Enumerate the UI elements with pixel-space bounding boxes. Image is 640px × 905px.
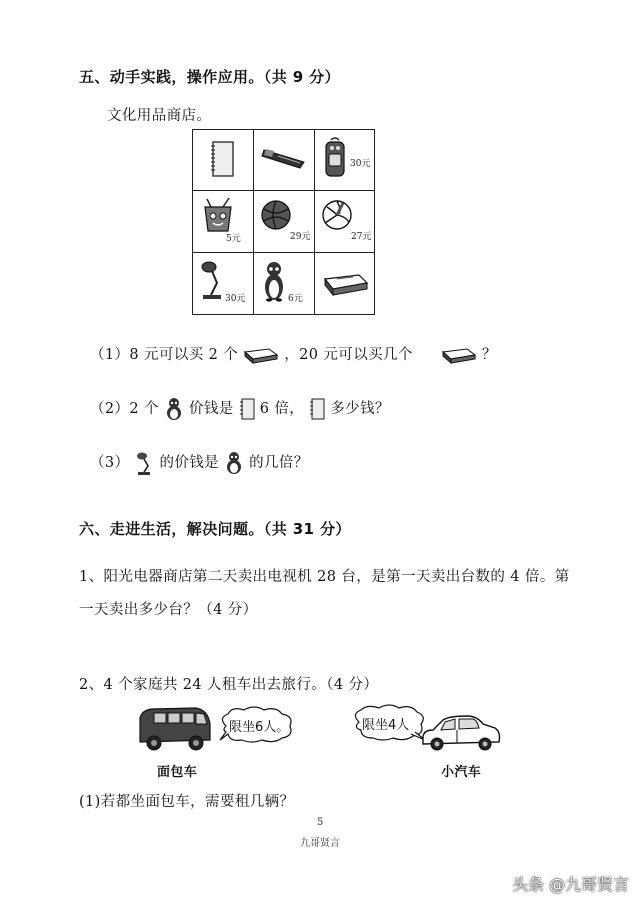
basketball-icon (260, 199, 292, 231)
question-1: （1）8 元可以买 2 个 ，20 元可以买几个 ？ (90, 347, 497, 363)
car-bubble-text: 限坐4人 (362, 718, 410, 733)
basketball-cell (254, 191, 315, 253)
lamp-cell (193, 253, 254, 315)
question-3: （3） 的价钱是 的几倍？ (90, 451, 309, 475)
car-label: 小汽车 (441, 765, 482, 780)
watermark: 头条 @九哥贤言 (512, 875, 630, 894)
problem-2-line: 2、4 个家庭共 24 人租车出去旅行。（4 分） (79, 677, 379, 693)
volleyball-price: 27元 (351, 232, 372, 242)
page-number: 5 (316, 817, 324, 828)
lamp-price: 30元 (225, 294, 246, 304)
car-icon (419, 712, 503, 754)
notebook-cell (193, 130, 254, 192)
pencil-case-cell (254, 130, 315, 192)
section5-heading: 五、动手实践，操作应用。（共 9 分） (79, 68, 340, 86)
notebook-icon (309, 398, 325, 420)
pen-holder-icon (201, 197, 235, 233)
problem-1-line-1: 1、阳光电器商店第二天卖出电视机 28 台，是第一天卖出台数的 4 倍。第 (79, 569, 570, 585)
store-grid (192, 129, 375, 315)
section5-subtitle: 文化用品商店。 (107, 108, 212, 124)
van-bubble-text: 限坐6人。 (229, 720, 290, 735)
question-2: （2）2 个 价钱是 6 倍， 多少钱？ (90, 397, 390, 421)
penguin-icon (262, 259, 286, 303)
penguin-icon (224, 451, 244, 475)
van-label: 面包车 (157, 765, 198, 780)
notebook-icon (209, 140, 237, 178)
basketball-price: 29元 (290, 232, 311, 242)
backpack-price: 30元 (350, 159, 371, 169)
section6-heading: 六、走进生活，解决问题。（共 31 分） (79, 520, 351, 538)
problem-2-question-1: (1)若都坐面包车，需要租几辆？ (79, 794, 295, 810)
notebook-icon (239, 398, 255, 420)
penguin-price: 6元 (288, 294, 303, 304)
volleyball-icon (321, 199, 353, 231)
penguin-cell (254, 253, 315, 315)
desk-lamp-icon (199, 259, 227, 303)
problem-1-line-2: 一天卖出多少台？（4 分） (79, 602, 258, 618)
footer-author: 九哥贤言 (300, 838, 340, 849)
eraser-cell (315, 253, 376, 315)
eraser-icon (321, 271, 369, 297)
pen-holder-price: 5元 (226, 234, 241, 244)
van-icon (136, 704, 214, 754)
pen-holder-cell (193, 191, 254, 253)
desk-lamp-icon (134, 451, 154, 475)
volleyball-cell (315, 191, 376, 253)
backpack-icon (323, 136, 347, 182)
backpack-cell (315, 130, 376, 192)
pencil-case-icon (260, 146, 310, 170)
eraser-icon (441, 346, 477, 364)
penguin-icon (164, 397, 184, 421)
eraser-icon (243, 346, 279, 364)
